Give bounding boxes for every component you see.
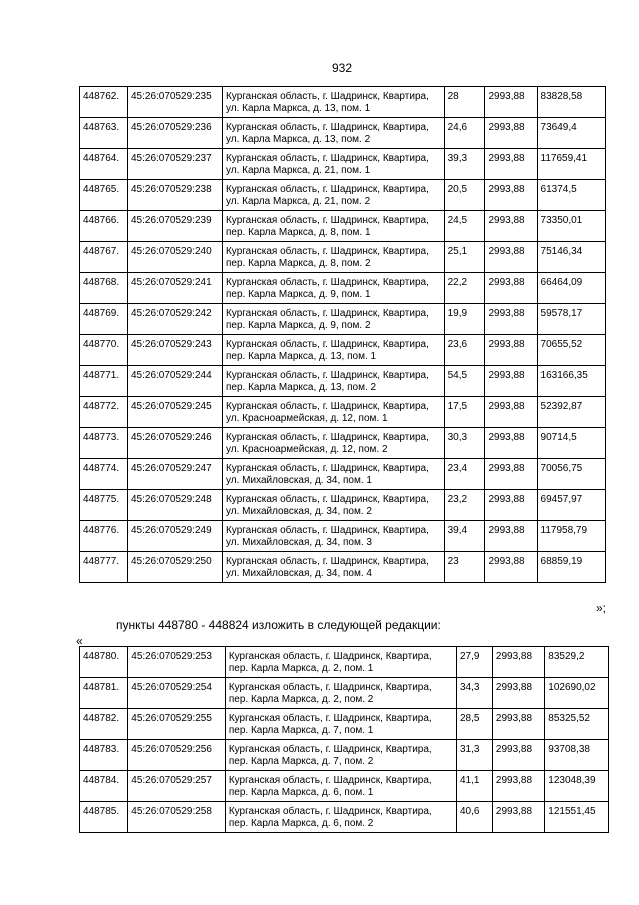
address-cell: Курганская область, г. Шадринск, Квартира, пер. Карла Маркса, д. 9, пом. 1 <box>222 273 444 304</box>
opening-quote: « <box>76 634 83 648</box>
property-table <box>79 86 606 583</box>
area-cell: 24,5 <box>444 211 485 242</box>
cadastral-value-cell: 70655,52 <box>537 335 605 366</box>
cadastral-number-cell: 45:26:070529:246 <box>128 428 223 459</box>
table-row <box>80 428 606 459</box>
address-cell: Курганская область, г. Шадринск, Квартира, пер. Карла Маркса, д. 13, пом. 1 <box>222 335 444 366</box>
area-cell: 28 <box>444 87 485 118</box>
area-cell: 25,1 <box>444 242 485 273</box>
table-row <box>80 242 606 273</box>
cadastral-number-cell: 45:26:070529:237 <box>128 149 223 180</box>
rate-cell: 2993,88 <box>492 802 544 833</box>
page-number: 932 <box>331 61 353 75</box>
area-cell: 24,6 <box>444 118 485 149</box>
rate-cell: 2993,88 <box>485 87 537 118</box>
address-cell: Курганская область, г. Шадринск, Квартира, ул. Карла Маркса, д. 13, пом. 1 <box>222 87 444 118</box>
row-number-cell: 448762. <box>80 87 128 118</box>
area-cell: 20,5 <box>444 180 485 211</box>
table-row <box>80 521 606 552</box>
cadastral-number-cell: 45:26:070529:257 <box>128 771 226 802</box>
address-cell: Курганская область, г. Шадринск, Квартира, пер. Карла Маркса, д. 2, пом. 2 <box>225 678 456 709</box>
area-cell: 31,3 <box>456 740 492 771</box>
row-number-cell: 448782. <box>80 709 128 740</box>
closing-quote: »; <box>596 601 607 615</box>
row-number-cell: 448783. <box>80 740 128 771</box>
row-number-cell: 448770. <box>80 335 128 366</box>
cadastral-number-cell: 45:26:070529:238 <box>128 180 223 211</box>
area-cell: 19,9 <box>444 304 485 335</box>
row-number-cell: 448763. <box>80 118 128 149</box>
cadastral-number-cell: 45:26:070529:235 <box>128 87 223 118</box>
area-cell: 30,3 <box>444 428 485 459</box>
rate-cell: 2993,88 <box>485 366 537 397</box>
cadastral-value-cell: 69457,97 <box>537 490 605 521</box>
area-cell: 23 <box>444 552 485 583</box>
cadastral-number-cell: 45:26:070529:249 <box>128 521 223 552</box>
table-row <box>80 397 606 428</box>
cadastral-value-cell: 75146,34 <box>537 242 605 273</box>
table-row <box>80 335 606 366</box>
cadastral-value-cell: 68859,19 <box>537 552 605 583</box>
rate-cell: 2993,88 <box>492 709 544 740</box>
table-row <box>80 304 606 335</box>
rate-cell: 2993,88 <box>485 397 537 428</box>
address-cell: Курганская область, г. Шадринск, Квартира, пер. Карла Маркса, д. 6, пом. 1 <box>225 771 456 802</box>
row-number-cell: 448785. <box>80 802 128 833</box>
cadastral-number-cell: 45:26:070529:245 <box>128 397 223 428</box>
address-cell: Курганская область, г. Шадринск, Квартира, ул. Карла Маркса, д. 21, пом. 2 <box>222 180 444 211</box>
table-row <box>80 118 606 149</box>
row-number-cell: 448774. <box>80 459 128 490</box>
address-cell: Курганская область, г. Шадринск, Квартира, пер. Карла Маркса, д. 6, пом. 2 <box>225 802 456 833</box>
address-cell: Курганская область, г. Шадринск, Квартира, пер. Карла Маркса, д. 8, пом. 2 <box>222 242 444 273</box>
cadastral-number-cell: 45:26:070529:244 <box>128 366 223 397</box>
rate-cell: 2993,88 <box>485 428 537 459</box>
cadastral-value-cell: 66464,09 <box>537 273 605 304</box>
address-cell: Курганская область, г. Шадринск, Квартира, ул. Михайловская, д. 34, пом. 2 <box>222 490 444 521</box>
address-cell: Курганская область, г. Шадринск, Квартира, ул. Михайловская, д. 34, пом. 4 <box>222 552 444 583</box>
cadastral-number-cell: 45:26:070529:236 <box>128 118 223 149</box>
cadastral-value-cell: 73649,4 <box>537 118 605 149</box>
address-cell: Курганская область, г. Шадринск, Квартира, пер. Карла Маркса, д. 9, пом. 2 <box>222 304 444 335</box>
cadastral-value-cell: 121551,45 <box>545 802 609 833</box>
area-cell: 28,5 <box>456 709 492 740</box>
address-cell: Курганская область, г. Шадринск, Квартира, ул. Карла Маркса, д. 13, пом. 2 <box>222 118 444 149</box>
address-cell: Курганская область, г. Шадринск, Квартира, пер. Карла Маркса, д. 7, пом. 2 <box>225 740 456 771</box>
row-number-cell: 448764. <box>80 149 128 180</box>
rate-cell: 2993,88 <box>492 647 544 678</box>
row-number-cell: 448766. <box>80 211 128 242</box>
cadastral-number-cell: 45:26:070529:239 <box>128 211 223 242</box>
table-row <box>80 771 609 802</box>
rate-cell: 2993,88 <box>485 242 537 273</box>
address-cell: Курганская область, г. Шадринск, Квартира, пер. Карла Маркса, д. 7, пом. 1 <box>225 709 456 740</box>
row-number-cell: 448777. <box>80 552 128 583</box>
area-cell: 39,4 <box>444 521 485 552</box>
area-cell: 22,2 <box>444 273 485 304</box>
cadastral-number-cell: 45:26:070529:250 <box>128 552 223 583</box>
amendment-text: пункты 448780 - 448824 изложить в следующей редакции: <box>116 618 441 632</box>
cadastral-number-cell: 45:26:070529:255 <box>128 709 226 740</box>
cadastral-value-cell: 117958,79 <box>537 521 605 552</box>
area-cell: 39,3 <box>444 149 485 180</box>
table-row <box>80 273 606 304</box>
rate-cell: 2993,88 <box>492 740 544 771</box>
rate-cell: 2993,88 <box>485 149 537 180</box>
area-cell: 40,6 <box>456 802 492 833</box>
area-cell: 34,3 <box>456 678 492 709</box>
table-row <box>80 180 606 211</box>
cadastral-number-cell: 45:26:070529:243 <box>128 335 223 366</box>
rate-cell: 2993,88 <box>485 490 537 521</box>
rate-cell: 2993,88 <box>485 180 537 211</box>
area-cell: 23,6 <box>444 335 485 366</box>
cadastral-value-cell: 123048,39 <box>545 771 609 802</box>
cadastral-value-cell: 61374,5 <box>537 180 605 211</box>
row-number-cell: 448769. <box>80 304 128 335</box>
table-row <box>80 459 606 490</box>
cadastral-value-cell: 85325,52 <box>545 709 609 740</box>
cadastral-value-cell: 83828,58 <box>537 87 605 118</box>
rate-cell: 2993,88 <box>485 211 537 242</box>
cadastral-value-cell: 83529,2 <box>545 647 609 678</box>
area-cell: 27,9 <box>456 647 492 678</box>
row-number-cell: 448765. <box>80 180 128 211</box>
cadastral-number-cell: 45:26:070529:258 <box>128 802 226 833</box>
table-row <box>80 490 606 521</box>
table-row <box>80 678 609 709</box>
row-number-cell: 448780. <box>80 647 128 678</box>
cadastral-number-cell: 45:26:070529:247 <box>128 459 223 490</box>
table-row <box>80 366 606 397</box>
cadastral-value-cell: 93708,38 <box>545 740 609 771</box>
address-cell: Курганская область, г. Шадринск, Квартира, ул. Михайловская, д. 34, пом. 3 <box>222 521 444 552</box>
row-number-cell: 448771. <box>80 366 128 397</box>
row-number-cell: 448775. <box>80 490 128 521</box>
rate-cell: 2993,88 <box>485 118 537 149</box>
cadastral-value-cell: 59578,17 <box>537 304 605 335</box>
area-cell: 23,2 <box>444 490 485 521</box>
row-number-cell: 448767. <box>80 242 128 273</box>
table-row <box>80 740 609 771</box>
cadastral-value-cell: 90714,5 <box>537 428 605 459</box>
cadastral-number-cell: 45:26:070529:253 <box>128 647 226 678</box>
row-number-cell: 448768. <box>80 273 128 304</box>
rate-cell: 2993,88 <box>485 335 537 366</box>
rate-cell: 2993,88 <box>485 304 537 335</box>
cadastral-number-cell: 45:26:070529:248 <box>128 490 223 521</box>
cadastral-value-cell: 52392,87 <box>537 397 605 428</box>
area-cell: 54,5 <box>444 366 485 397</box>
area-cell: 23,4 <box>444 459 485 490</box>
cadastral-number-cell: 45:26:070529:254 <box>128 678 226 709</box>
rate-cell: 2993,88 <box>485 459 537 490</box>
cadastral-value-cell: 73350,01 <box>537 211 605 242</box>
cadastral-number-cell: 45:26:070529:241 <box>128 273 223 304</box>
table-row <box>80 87 606 118</box>
rate-cell: 2993,88 <box>485 273 537 304</box>
address-cell: Курганская область, г. Шадринск, Квартира, пер. Карла Маркса, д. 2, пом. 1 <box>225 647 456 678</box>
table-row <box>80 211 606 242</box>
address-cell: Курганская область, г. Шадринск, Квартира, пер. Карла Маркса, д. 8, пом. 1 <box>222 211 444 242</box>
cadastral-value-cell: 70056,75 <box>537 459 605 490</box>
cadastral-number-cell: 45:26:070529:256 <box>128 740 226 771</box>
rate-cell: 2993,88 <box>492 678 544 709</box>
address-cell: Курганская область, г. Шадринск, Квартира, ул. Карла Маркса, д. 21, пом. 1 <box>222 149 444 180</box>
table-row <box>80 552 606 583</box>
area-cell: 17,5 <box>444 397 485 428</box>
table-row <box>80 709 609 740</box>
row-number-cell: 448781. <box>80 678 128 709</box>
cadastral-number-cell: 45:26:070529:240 <box>128 242 223 273</box>
rate-cell: 2993,88 <box>492 771 544 802</box>
cadastral-number-cell: 45:26:070529:242 <box>128 304 223 335</box>
table-row <box>80 802 609 833</box>
row-number-cell: 448772. <box>80 397 128 428</box>
amended-property-table <box>79 646 609 833</box>
rate-cell: 2993,88 <box>485 552 537 583</box>
address-cell: Курганская область, г. Шадринск, Квартира, ул. Красноармейская, д. 12, пом. 2 <box>222 428 444 459</box>
row-number-cell: 448773. <box>80 428 128 459</box>
address-cell: Курганская область, г. Шадринск, Квартира, ул. Красноармейская, д. 12, пом. 1 <box>222 397 444 428</box>
table-row <box>80 647 609 678</box>
row-number-cell: 448784. <box>80 771 128 802</box>
cadastral-value-cell: 117659,41 <box>537 149 605 180</box>
row-number-cell: 448776. <box>80 521 128 552</box>
address-cell: Курганская область, г. Шадринск, Квартира, пер. Карла Маркса, д. 13, пом. 2 <box>222 366 444 397</box>
cadastral-value-cell: 102690,02 <box>545 678 609 709</box>
area-cell: 41,1 <box>456 771 492 802</box>
rate-cell: 2993,88 <box>485 521 537 552</box>
table-row <box>80 149 606 180</box>
cadastral-value-cell: 163166,35 <box>537 366 605 397</box>
address-cell: Курганская область, г. Шадринск, Квартира, ул. Михайловская, д. 34, пом. 1 <box>222 459 444 490</box>
